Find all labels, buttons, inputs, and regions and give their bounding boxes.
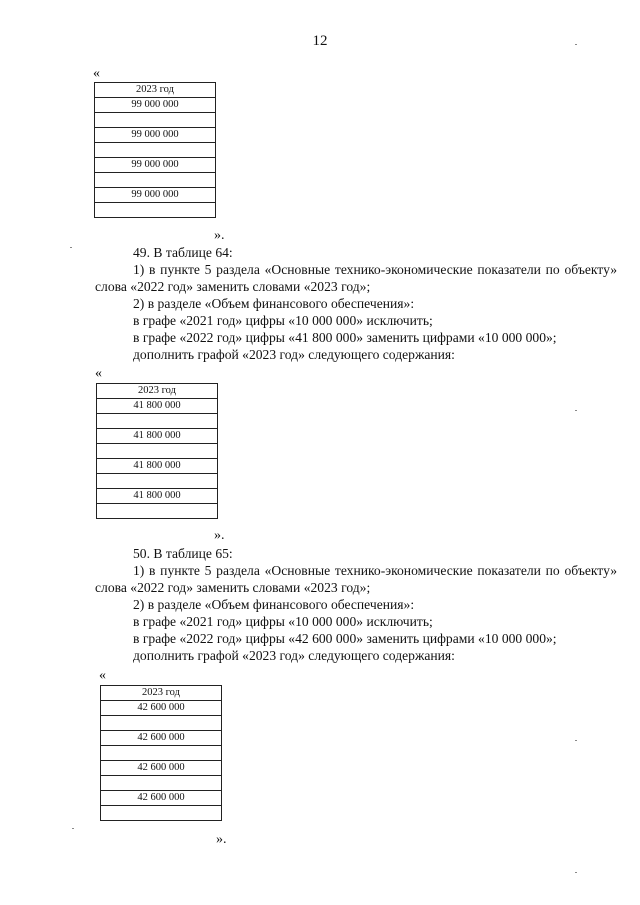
close-mark: ». [214, 228, 225, 243]
table-empty-cell [101, 776, 222, 791]
amendment-table-2 [96, 383, 218, 519]
table-cell: 41 800 000 [97, 429, 218, 444]
scan-speck [575, 44, 577, 45]
page-number: 12 [312, 33, 328, 49]
amendment-line: в графе «2022 год» цифры «42 600 000» заменить цифрами «10 000 000»; [133, 631, 557, 646]
table-cell: 99 000 000 [95, 158, 216, 173]
table-empty-cell [101, 806, 222, 821]
table-cell: 99 000 000 [95, 98, 216, 113]
section-50 [95, 545, 617, 664]
table-cell: 42 600 000 [101, 791, 222, 806]
close-mark: ». [214, 528, 225, 543]
table-empty-cell [101, 746, 222, 761]
table-empty-cell [97, 444, 218, 459]
amendment-line: дополнить графой «2023 год» следующего содержания: [133, 347, 455, 362]
open-quote: « [99, 668, 106, 683]
scan-speck [72, 828, 74, 829]
open-quote: « [95, 366, 102, 381]
amendment-table-1 [94, 82, 216, 218]
section-heading: 49. В таблице 64: [133, 245, 233, 260]
amendment-line: дополнить графой «2023 год» следующего содержания: [133, 648, 455, 663]
table-cell: 99 000 000 [95, 188, 216, 203]
table-empty-cell [95, 203, 216, 218]
amendment-item: 2) в разделе «Объем финансового обеспечения»: [133, 597, 415, 612]
table-header: 2023 год [95, 83, 216, 98]
scan-speck [70, 247, 72, 248]
table-empty-cell [95, 113, 216, 128]
amendment-item: 1) в пункте 5 раздела «Основные технико-экономические показатели по объекту» слова «2022 год» заменить словами «2023 год»; [95, 563, 617, 595]
amendment-line: в графе «2021 год» цифры «10 000 000» исключить; [133, 313, 433, 328]
table-cell: 99 000 000 [95, 128, 216, 143]
close-mark: ». [216, 832, 227, 847]
section-49 [95, 244, 617, 363]
table-cell: 41 800 000 [97, 489, 218, 504]
table-header: 2023 год [101, 686, 222, 701]
table-empty-cell [97, 504, 218, 519]
table-cell: 42 600 000 [101, 761, 222, 776]
amendment-item: 2) в разделе «Объем финансового обеспечения»: [133, 296, 415, 311]
table-cell: 42 600 000 [101, 731, 222, 746]
section-heading: 50. В таблице 65: [133, 546, 233, 561]
table-empty-cell [95, 143, 216, 158]
table-cell: 41 800 000 [97, 459, 218, 474]
amendment-item: 1) в пункте 5 раздела «Основные технико-экономические показатели по объекту» слова «2022 год» заменить словами «2023 год»; [95, 262, 617, 294]
open-quote: « [93, 66, 100, 81]
amendment-line: в графе «2022 год» цифры «41 800 000» заменить цифрами «10 000 000»; [133, 330, 557, 345]
table-cell: 41 800 000 [97, 399, 218, 414]
table-empty-cell [101, 716, 222, 731]
table-empty-cell [97, 474, 218, 489]
amendment-table-3 [100, 685, 222, 821]
table-empty-cell [97, 414, 218, 429]
scan-speck [575, 872, 577, 873]
scan-speck [575, 410, 577, 411]
scan-speck [575, 740, 577, 741]
table-header: 2023 год [97, 384, 218, 399]
amendment-line: в графе «2021 год» цифры «10 000 000» исключить; [133, 614, 433, 629]
table-cell: 42 600 000 [101, 701, 222, 716]
table-empty-cell [95, 173, 216, 188]
